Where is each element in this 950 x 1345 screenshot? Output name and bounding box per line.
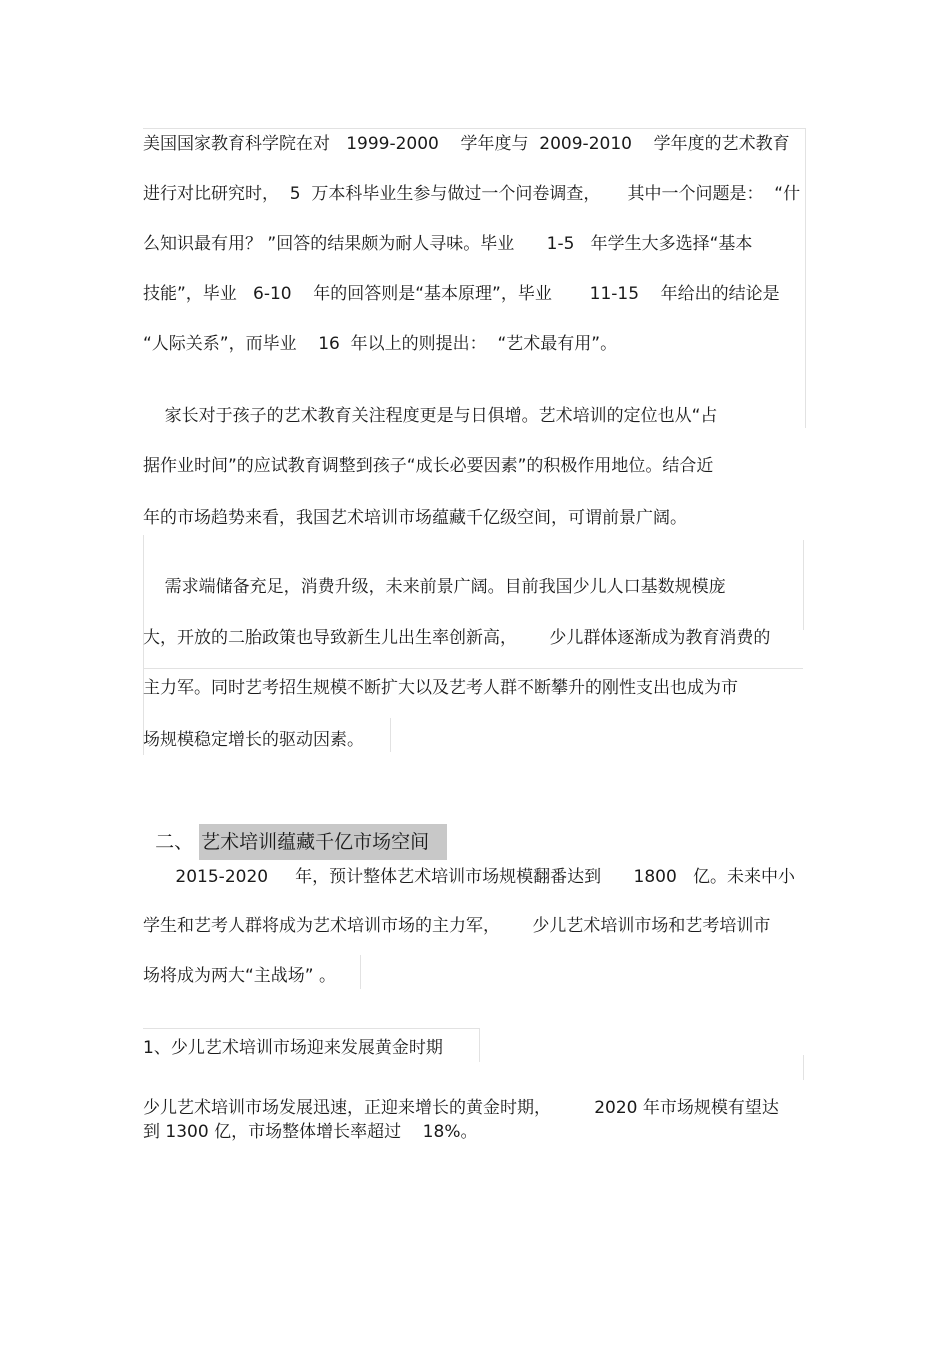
paragraph-line: 场将成为两大“主战场” 。	[143, 966, 337, 986]
heading-title: 艺术培训蕴藏千亿市场空间	[199, 824, 447, 860]
border-line	[143, 128, 805, 129]
paragraph-line: 学生和艺考人群将成为艺术培训市场的主力军， 少儿艺术培训市场和艺考培训市	[143, 916, 771, 936]
paragraph-line: 大，开放的二胎政策也导致新生儿出生率创新高， 少儿群体逐渐成为教育消费的	[143, 628, 771, 648]
border-line	[143, 668, 803, 669]
border-line	[143, 1028, 479, 1029]
paragraph-line: 年的市场趋势来看，我国艺术培训市场蕴藏千亿级空间，可谓前景广阔。	[143, 508, 687, 528]
border-line	[479, 1028, 480, 1062]
border-line	[360, 955, 361, 989]
border-line	[803, 1055, 804, 1080]
subheading: 1、少儿艺术培训市场迎来发展黄金时期	[143, 1038, 443, 1058]
paragraph-line: 主力军。同时艺考招生规模不断扩大以及艺考人群不断攀升的刚性支出也成为市	[143, 678, 738, 698]
paragraph-line: 场规模稳定增长的驱动因素。	[143, 730, 364, 750]
border-line	[390, 718, 391, 752]
paragraph-line: 家长对于孩子的艺术教育关注程度更是与日俱增。艺术培训的定位也从“占	[143, 406, 718, 426]
paragraph-line: 2015-2020 年，预计整体艺术培训市场规模翻番达到 1800 亿。未来中小	[143, 867, 796, 887]
paragraph-line: 么知识最有用？ ”回答的结果颇为耐人寻味。毕业 1-5 年学生大多选择“基本	[143, 234, 753, 254]
paragraph-line: 技能”，毕业 6-10 年的回答则是“基本原理”，毕业 11-15 年给出的结论是	[143, 284, 780, 304]
border-line	[805, 128, 806, 428]
paragraph-line: 进行对比研究时， 5 万本科毕业生参与做过一个问卷调查， 其中一个问题是： “什	[143, 184, 801, 204]
section-heading	[143, 790, 447, 860]
paragraph-line: 少儿艺术培训市场发展迅速，正迎来增长的黄金时期， 2020 年市场规模有望达	[143, 1098, 779, 1118]
paragraph-line: 到 1300 亿，市场整体增长率超过 18%。	[143, 1122, 478, 1142]
paragraph-line: “人际关系”，而毕业 16 年以上的则提出： “艺术最有用”。	[143, 334, 618, 354]
paragraph-line: 需求端储备充足，消费升级，未来前景广阔。目前我国少儿人口基数规模庞	[143, 577, 726, 597]
paragraph-line: 美国国家教育科学院在对 1999-2000 学年度与 2009-2010 学年度的艺术教育	[143, 134, 790, 154]
border-line	[803, 540, 804, 630]
paragraph-line: 据作业时间”的应试教育调整到孩子“成长必要因素”的积极作用地位。结合近	[143, 456, 714, 476]
heading-number: 二、	[155, 831, 200, 853]
